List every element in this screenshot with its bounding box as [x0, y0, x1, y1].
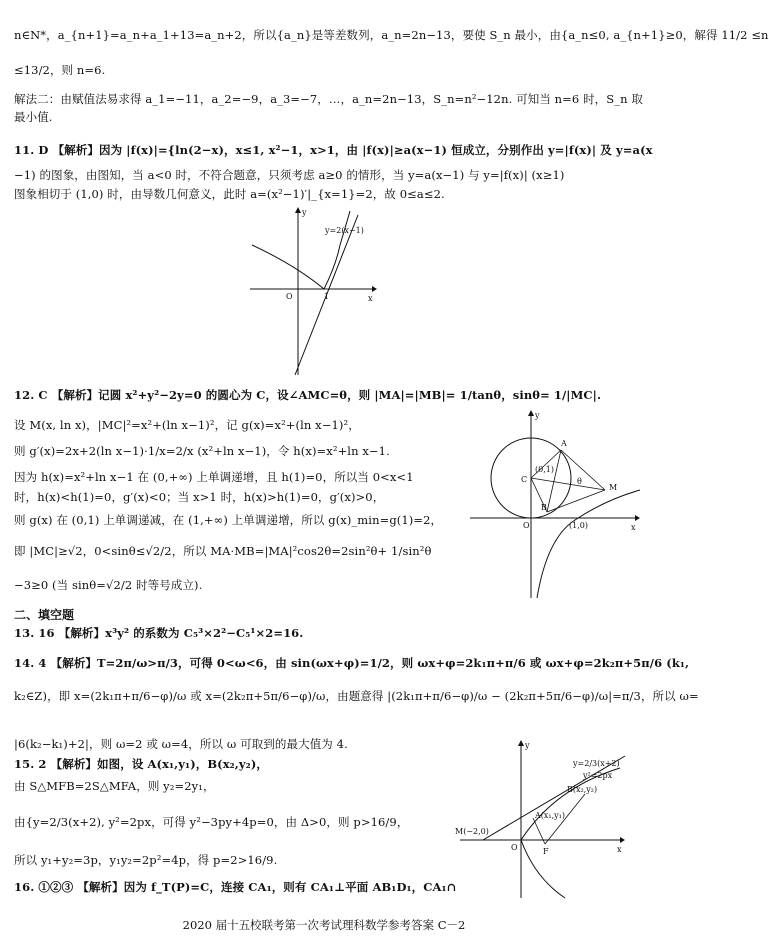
- y-label: y: [525, 741, 530, 750]
- y-arrow: [518, 740, 524, 746]
- y-arrow: [528, 410, 534, 416]
- a-label: A: [561, 439, 567, 448]
- figure-problem-11: [240, 205, 380, 380]
- a-label: A(x₁,y₁): [535, 811, 566, 820]
- b-label: B(x₂,y₂): [567, 785, 598, 794]
- theta-label: θ: [577, 477, 582, 486]
- page-footer: 2020 届十五校联考第一次考试理科数学参考答案 C－2: [182, 918, 466, 932]
- problem-13-line: 13. 16 【解析】x³y² 的系数为 C₅³×2²−C₅¹×2=16.: [14, 626, 304, 640]
- tangent-label: y=2(x−1): [325, 226, 364, 235]
- text-line: 由 S△MFB=2S△MFA，则 y₂=2y₁，: [14, 779, 215, 793]
- x-arrow: [620, 837, 625, 843]
- problem-14-line: 14. 4 【解析】T=2π/ω>π/3，可得 0<ω<6，由 sin(ωx+φ)=1/2，则 ωx+φ=2k₁π+π/6 或 ωx+φ=2k₂π+5π/6 (k₁,: [14, 656, 690, 670]
- y-label: y: [302, 208, 307, 217]
- origin-label: O: [286, 292, 293, 301]
- text-line: k₂∈Z)，即 x=(2k₁π+π/6−φ)/ω 或 x=(2k₂π+5π/6−φ)/ω，由题意得 |(2k₁π+π/6−φ)/ω − (2k₂π+5π/6−φ)/ω|=π/3，所以 ω=: [14, 689, 699, 703]
- line-mb: [483, 756, 625, 840]
- x-label: x: [631, 523, 636, 532]
- problem-16-line: 16. ①②③ 【解析】因为 f_T(P)=C，连接 CA₁，则有 CA₁⊥平面 AB₁D₁，CA₁∩: [14, 880, 457, 894]
- m-label: M: [609, 483, 618, 492]
- f-label: F: [543, 847, 549, 856]
- problem-12-line: 12. C 【解析】记圆 x²+y²−2y=0 的圆心为 C，设∠AMC=θ，则 |MA|=|MB|= 1/tanθ，sinθ= 1/|MC|.: [14, 388, 602, 402]
- segment-mb: [547, 490, 605, 512]
- y-arrow: [295, 207, 301, 213]
- text-line: 则 g(x) 在 (0,1) 上单调递减，在 (1,+∞) 上单调递增，所以 g(x)_min=g(1)=2，: [14, 513, 443, 527]
- curve-label: y²=2px: [583, 771, 613, 780]
- figure-problem-15: [455, 738, 640, 903]
- text-line: ≤13/2，则 n=6.: [14, 63, 106, 77]
- text-line: 设 M(x, ln x)，|MC|²=x²+(ln x−1)²，记 g(x)=x²+(ln x−1)²，: [14, 418, 360, 432]
- problem-11-line: 11. D 【解析】因为 |f(x)|={ln(2−x)，x≤1, x²−1，x>1，由 |f(x)|≥a(x−1) 恒成立，分别作出 y=|f(x)| 及 y=a(x: [14, 143, 653, 157]
- text-line: 时，h(x)<h(1)=0，g′(x)<0；当 x>1 时，h(x)>h(1)=0，g′(x)>0，: [14, 490, 385, 504]
- text-line: 因为 h(x)=x²+ln x−1 在 (0,+∞) 上单调递增，且 h(1)=0，所以当 0<x<1: [14, 470, 414, 484]
- text-line: |6(k₂−k₁)+2|，则 ω=2 或 ω=4，所以 ω 可取到的最大值为 4.: [14, 737, 348, 751]
- figure-problem-12: [465, 408, 645, 603]
- text-line: 所以 y₁+y₂=3p，y₁y₂=2p²=4p，得 p=2>16/9.: [14, 853, 278, 867]
- text-line: 即 |MC|≥√2，0<sinθ≤√2/2，所以 MA·MB=|MA|²cos2θ=2sin²θ+ 1/sin²θ: [14, 544, 432, 558]
- section-title: 二、填空题: [14, 608, 75, 622]
- text-line: 图象相切于 (1,0) 时，由导数几何意义，此时 a=(x²−1)′|_{x=1}=2，故 0≤a≤2.: [14, 187, 445, 201]
- point-label: (0,1): [535, 465, 554, 474]
- c-label: C: [521, 475, 528, 484]
- text-line: 最小值.: [14, 110, 53, 124]
- one-label: 1: [324, 292, 330, 301]
- text-line: n∈N*，a_{n+1}=a_n+a_1+13=a_n+2，所以{a_n}是等差数列，a_n=2n−13，要使 S_n 最小，由{a_n≤0, a_{n+1}≥0，解得 11/2 ≤n: [14, 28, 769, 42]
- origin-label: O: [523, 521, 530, 530]
- text-line: −1) 的图象，由图知，当 a<0 时，不符合题意，只须考虑 a≥0 的情形，当 y=a(x−1) 与 y=|f(x)| (x≥1): [14, 168, 565, 182]
- ln-curve: [537, 490, 640, 598]
- tick-label: (1,0): [569, 521, 588, 530]
- text-line: 则 g′(x)=2x+2(ln x−1)·1/x=2/x (x²+ln x−1)，令 h(x)=x²+ln x−1.: [14, 444, 390, 458]
- text-line: 由{y=2/3(x+2), y²=2px，可得 y²−3py+4p=0，由 Δ>0，则 p>16/9，: [14, 815, 409, 829]
- abs-f-curve: [252, 211, 350, 289]
- b-label: B: [541, 503, 547, 512]
- x-arrow: [635, 515, 640, 521]
- y-label: y: [535, 411, 540, 420]
- m-label: M(−2,0): [455, 827, 489, 836]
- x-label: x: [368, 294, 373, 303]
- origin-label: O: [511, 843, 518, 852]
- problem-15-line: 15. 2 【解析】如图，设 A(x₁,y₁)，B(x₂,y₂)，: [14, 757, 268, 771]
- x-label: x: [617, 845, 622, 854]
- line-label: y=2/3(x+2): [573, 759, 620, 768]
- x-arrow: [372, 286, 377, 292]
- text-line: 解法二：由赋值法易求得 a_1=−11，a_2=−9，a_3=−7，…，a_n=2n−13，S_n=n²−12n. 可知当 n=6 时，S_n 取: [14, 92, 643, 106]
- text-line: −3≥0 (当 sinθ=√2/2 时等号成立).: [14, 578, 203, 592]
